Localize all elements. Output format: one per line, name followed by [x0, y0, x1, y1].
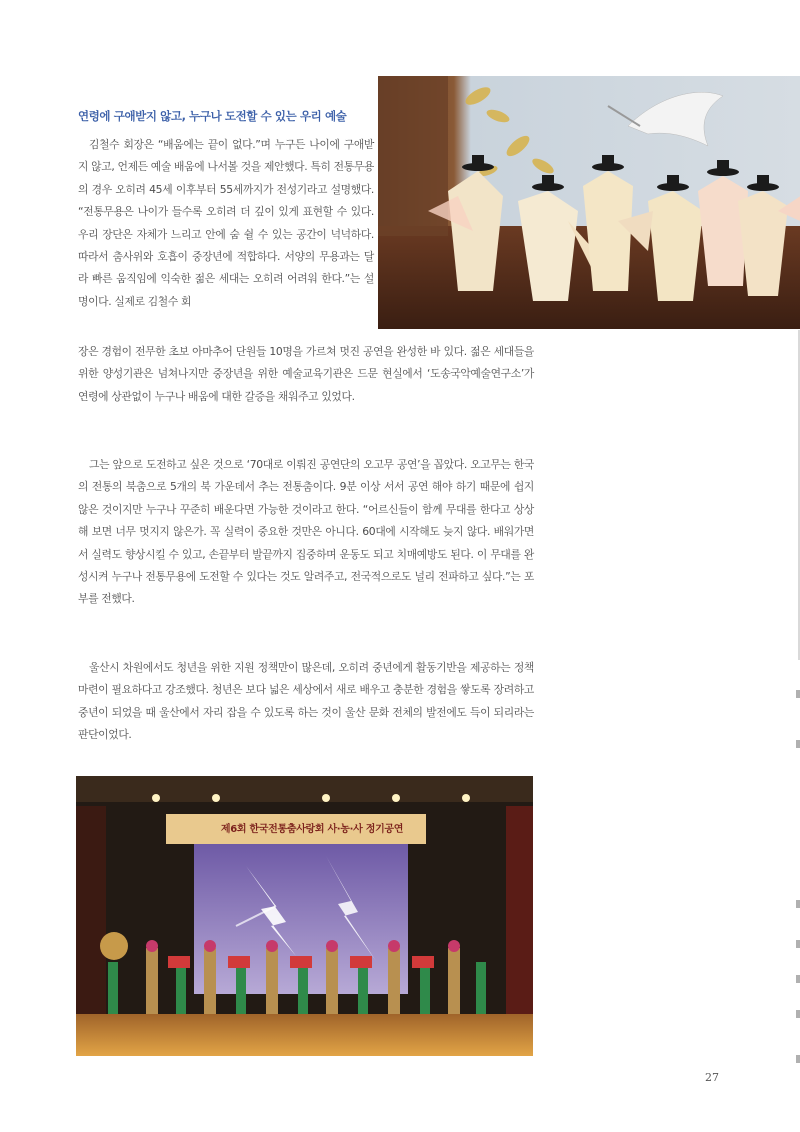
page-edge-mark — [796, 900, 800, 908]
section-heading: 연령에 구애받지 않고, 누구나 도전할 수 있는 우리 예술 — [78, 109, 347, 123]
page-number: 27 — [705, 1071, 719, 1084]
page-edge-mark — [796, 975, 800, 983]
page-edge-mark — [796, 940, 800, 948]
page-edge-mark — [796, 1055, 800, 1063]
page-edge-mark — [796, 740, 800, 748]
stage-performance-photo — [76, 776, 533, 1056]
page-edge-mark — [796, 690, 800, 698]
stage-banner-text: 제6회 한국전통춤사랑회 사·농·사 정기공연 — [220, 824, 404, 835]
page-edge-mark — [796, 1010, 800, 1018]
paragraph-3: 울산시 차원에서도 청년을 위한 지원 정책만이 많은데, 오히려 중년에게 활동기반을 제공하는 정책 마련이 필요하다고 강조했다. 청년은 보다 넓은 세상에서 새로 배우고 충분한 경험을 쌓도록 장려하고 중년이 되었을 때 울산에서 자리 잡을 수 있도록 하는 것이 울산 문화 전체의 발전에도 득이 되리라는 판단이었다. — [78, 661, 534, 742]
paragraph-2: 그는 앞으로 도전하고 싶은 것으로 ‘70대로 이뤄진 공연단의 오고무 공연’을 꼽았다. 오고무는 한국의 전통의 북춤으로 5개의 북 가운데서 추는 전통춤이다. 9분 이상 서서 공연 해야 하기 때문에 쉽지 않은 것이지만 누구나 꾸준히 배운다면 가능한 것이라고 한다. “어르신들이 함께 무대를 한다고 상상해 보면 너무 멋지지 않은가. 꼭 실력이 중요한 것만은 아니다. 60대에 시작해도 늦지 않다. 배워가면서 실력도 향상시킬 수 있고, 손끝부터 발끝까지 집중하며 운동도 되고 치매예방도 된다. 이 무대를 완성시켜 누구나 전통무용에 도전할 수 있다는 것도 알려주고, 전국적으로도 널리 전파하고 싶다.”는 포부를 전했다. — [78, 458, 534, 606]
dancers-photo — [378, 76, 800, 329]
paragraph-1-top: 김철수 회장은 “배움에는 끝이 없다.”며 누구든 나이에 구애받지 않고, 언제든 예술 배움에 나서볼 것을 제안했다. 특히 전통무용의 경우 오히려 45세 이후부터 55세까지가 전성기라고 설명했다. “전통무용은 나이가 들수록 오히려 더 깊이 있게 표현할 수 있다. 우리 장단은 자체가 느리고 안에 숨 쉴 수 있는 공간이 넉넉하다. 따라서 춤사위와 호흡이 중장년에 적합하다. 서양의 무용과는 달라 빠른 움직임에 익숙한 젊은 세대는 오히려 어려워 한다.”는 설명이다. 실제로 김철수 회 — [78, 138, 374, 308]
paragraph-1-bottom: 장은 경험이 전무한 초보 아마추어 단원들 10명을 가르쳐 멋진 공연을 완성한 바 있다. 젊은 세대들을 위한 양성기관은 넘쳐나지만 중장년을 위한 예술교육기관은 드문 현실에서 ‘도송국악예술연구소’가 연령에 상관없이 누구나 배움에 대한 갈증을 채워주고 있었다. — [78, 345, 534, 403]
